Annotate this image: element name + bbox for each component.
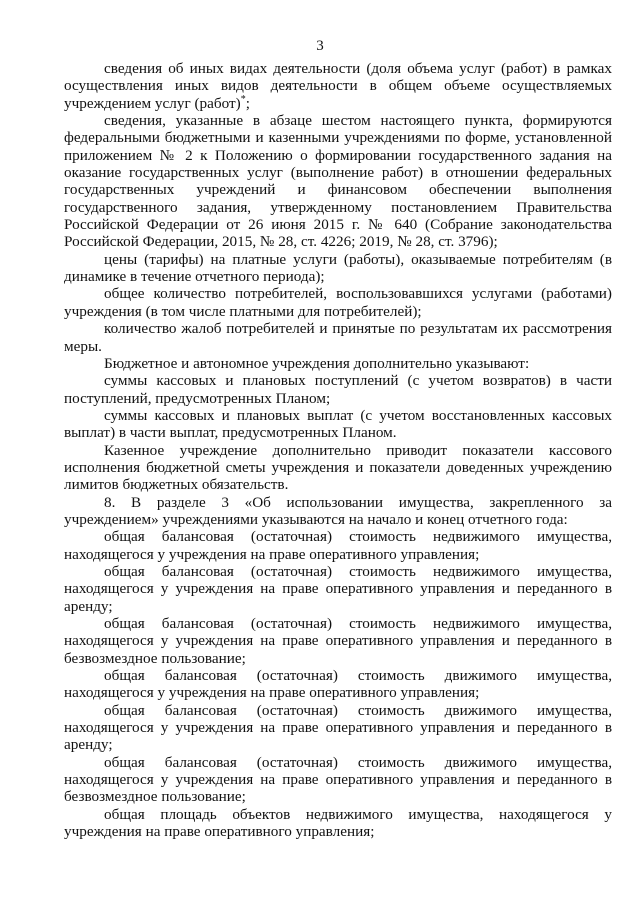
paragraph: Казенное учреждение дополнительно приводит показатели кассового исполнения бюджетной сметы учреждения и показатели доведенных учреждению лимитов бюджетных обязательств. <box>64 441 612 494</box>
paragraph: 8. В разделе 3 «Об использовании имущества, закрепленного за учреждением» учреждениями указываются на начало и конец отчетного года: <box>64 493 612 528</box>
paragraph: суммы кассовых и плановых выплат (с учетом восстановленных кассовых выплат) в части выплат, предусмотренных Планом. <box>64 406 612 442</box>
paragraph: общая площадь объектов недвижимого имущества, находящегося у учреждения на праве оперативного управления; <box>64 805 612 841</box>
paragraph: общее количество потребителей, воспользовавшихся услугами (работами) учреждения (в том числе платными для потребителей); <box>64 285 612 320</box>
paragraph: общая балансовая (остаточная) стоимость недвижимого имущества, находящегося у учреждения на праве оперативного управления и переданного в аренду; <box>64 562 612 615</box>
paragraph: общая балансовая (остаточная) стоимость недвижимого имущества, находящегося у учреждения на праве оперативного управления; <box>64 528 612 563</box>
paragraph: суммы кассовых и плановых поступлений (с учетом возвратов) в части поступлений, предусмотренных Планом; <box>64 372 612 407</box>
footnote-marker: * <box>240 93 246 105</box>
paragraph <box>64 60 612 112</box>
paragraph: общая балансовая (остаточная) стоимость движимого имущества, находящегося у учреждения на праве оперативного управления и переданного в безвозмездное пользование; <box>64 753 612 806</box>
paragraph: количество жалоб потребителей и принятые по результатам их рассмотрения меры. <box>64 320 612 355</box>
paragraph: Бюджетное и автономное учреждения дополнительно указывают: <box>104 354 530 372</box>
paragraph: цены (тарифы) на платные услуги (работы), оказываемые потребителям (в динамике в течение отчетного периода); <box>64 250 612 286</box>
paragraph: общая балансовая (остаточная) стоимость движимого имущества, находящегося у учреждения на праве оперативного управления и переданного в аренду; <box>64 701 612 754</box>
page-number: 3 <box>316 38 324 54</box>
paragraph-punctuation: ; <box>245 94 250 112</box>
document-body <box>64 60 612 840</box>
paragraph: общая балансовая (остаточная) стоимость недвижимого имущества, находящегося у учреждения на праве оперативного управления и переданного в безвозмездное пользование; <box>64 615 612 667</box>
paragraph: сведения, указанные в абзаце шестом настоящего пункта, формируются федеральными бюджетными и казенными учреждениями по форме, установленной приложением № 2 к Положению о формировании государственного задания на оказание государственных услуг (выполнение работ) в отношении федеральных государственных учреждений и финансовом обеспечении выполнения государственного задания, утвержденному постановлением Правительства Российской Федерации от 26 июня 2015 г. № 640 (Собрание законодательства Российской Федерации, 2015, № 28, ст. 4226; 2019, № 28, ст. 3796); <box>64 112 612 251</box>
paragraph-text: сведения об иных видах деятельности (доля объема услуг (работ) в рамках осуществления иных видов деятельности в общем объеме осуществляемых учреждением услуг (работ) <box>64 60 612 112</box>
paragraph: общая балансовая (остаточная) стоимость движимого имущества, находящегося у учреждения на праве оперативного управления; <box>64 667 612 702</box>
